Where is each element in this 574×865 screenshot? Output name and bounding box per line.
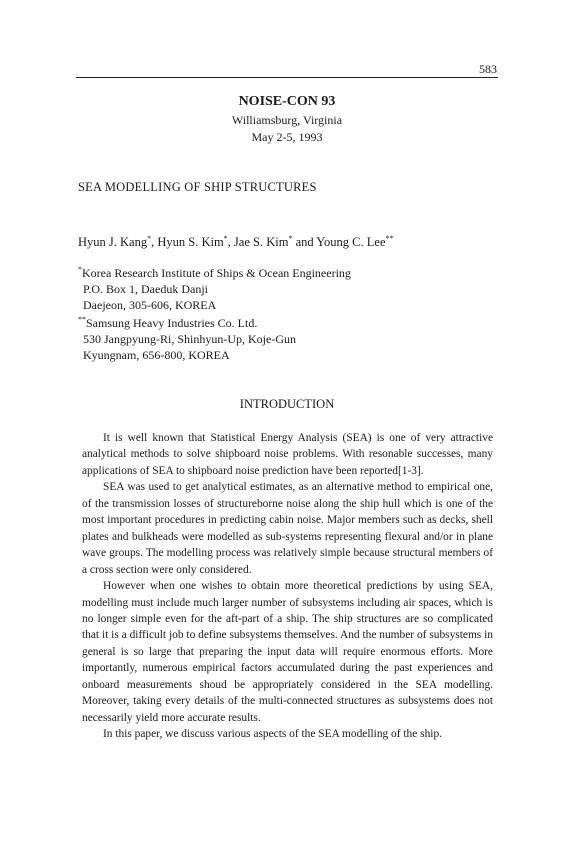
author-mark: ** — [385, 233, 394, 243]
paragraph: In this paper, we discuss various aspects of the SEA modelling of the ship. — [103, 728, 442, 741]
header-rule — [76, 77, 498, 78]
affiliation-line: Daejeon, 305-606, KOREA — [83, 298, 217, 313]
author-list — [78, 235, 394, 250]
affiliation-1 — [78, 265, 351, 314]
paragraph: SEA was used to get analytical estimates, as an alternative method to empirical one, of the transmission losses of structureborne noise along the ship hull which is one of the most important procedures in predicting cabin noise. Major members such as decks, shell plates and bulkheads were modelled as sub-systems representing flexural and/or in plane wave groups. The modelling process was relatively simple because structural members of a cross section were only considered. — [82, 481, 493, 576]
page-number: 583 — [479, 62, 497, 76]
author-mark: * — [288, 233, 293, 243]
paragraph: However when one wishes to obtain more theoretical predictions by using SEA, modelling must include much larger number of subsystems including air spaces, which is no longer simple even for the aft-part of a ship. The ship structures are so complicated that it is a difficult job to define subsystems themselves. And the number of subsystems in general is so large that preparing the input data will require enormous efforts. More importantly, numerous empirical factors accumulated during the past experiences and onboard measurements shoud be appropriately considered in the SEA modelling. Moreover, taking every details of the multi-connected structures as subsystems does not necessarily yield more accurate results. — [82, 580, 493, 724]
affiliation-line: 530 Jangpyung-Ri, Shinhyun-Up, Koje-Gun — [83, 332, 296, 347]
paper-title: SEA MODELLING OF SHIP STRUCTURES — [78, 180, 317, 194]
affiliation-line: P.O. Box 1, Daeduk Danji — [83, 282, 208, 297]
section-heading: INTRODUCTION — [239, 397, 335, 411]
author-name: Hyun J. Kang — [78, 235, 148, 249]
author-name: Young C. Lee — [316, 235, 386, 249]
conference-location: Williamsburg, Virginia — [231, 113, 343, 127]
affiliation-line: Kyungnam, 656-800, KOREA — [83, 348, 230, 363]
conference-date: May 2-5, 1993 — [251, 130, 323, 144]
author-separator: and — [292, 235, 317, 249]
body-text — [82, 430, 493, 743]
author-separator: , — [151, 235, 158, 249]
affiliation-line: *Korea Research Institute of Ships & Ocean Engineering — [78, 265, 351, 280]
affiliation-mark: * — [78, 265, 82, 274]
affiliation-mark: ** — [78, 315, 86, 324]
author-name: Hyun S. Kim — [157, 235, 224, 249]
author-separator: , — [227, 235, 234, 249]
affiliation-line: **Samsung Heavy Industries Co. Ltd. — [78, 315, 258, 330]
author-mark: * — [223, 233, 228, 243]
author-mark: * — [147, 233, 152, 243]
author-name: Jae S. Kim — [233, 235, 289, 249]
affiliation-2 — [78, 315, 296, 364]
conference-name: NOISE-CON 93 — [238, 94, 336, 109]
paragraph: It is well known that Statistical Energy Analysis (SEA) is one of very attractive analytical methods to solve shipboard noise problems. With resonable successes, many applications of SEA to shipboard noise prediction have been reported[1-3]. — [82, 432, 493, 477]
